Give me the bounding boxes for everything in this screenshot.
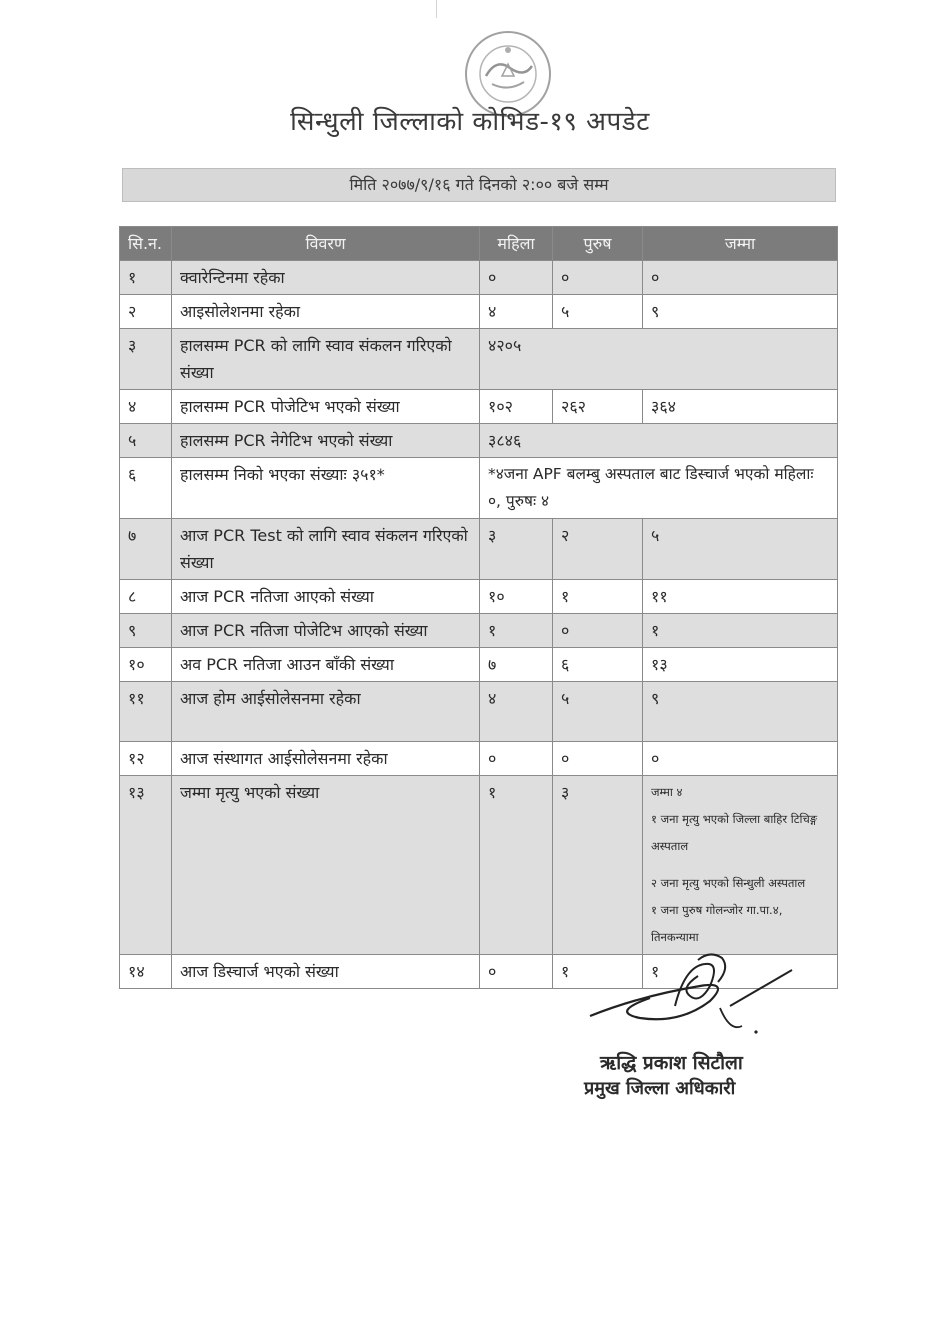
- row-male: ५: [553, 295, 643, 329]
- table-row: [120, 424, 838, 458]
- row-female: ०: [480, 261, 553, 295]
- row-total: ३६४: [643, 390, 838, 424]
- row-male: १: [553, 580, 643, 614]
- row-description: आइसोलेशनमा रहेका: [172, 295, 480, 329]
- row-sn: १२: [120, 742, 172, 776]
- row-male: ०: [553, 614, 643, 648]
- table-row: [120, 776, 838, 955]
- row-female: ४: [480, 295, 553, 329]
- row-sn: १: [120, 261, 172, 295]
- date-line: मिति २०७७/९/१६ गते दिनको २:०० बजे सम्म: [122, 168, 836, 202]
- row-female: ७: [480, 648, 553, 682]
- table-row: [120, 580, 838, 614]
- header-female: महिला: [480, 227, 553, 261]
- row-sn: ७: [120, 519, 172, 580]
- row-male: ०: [553, 742, 643, 776]
- row-sn: १४: [120, 955, 172, 989]
- row-female: ४: [480, 682, 553, 742]
- row-sn: ११: [120, 682, 172, 742]
- row-sn: २: [120, 295, 172, 329]
- row-female: ०: [480, 742, 553, 776]
- row-male: ३: [553, 776, 643, 955]
- row-male: ०: [553, 261, 643, 295]
- row-description: आज संस्थागत आईसोलेसनमा रहेका: [172, 742, 480, 776]
- row-sn: ८: [120, 580, 172, 614]
- row-total: ०: [643, 261, 838, 295]
- row-sn: ५: [120, 424, 172, 458]
- scan-margin-line: [436, 0, 437, 18]
- table-row: [120, 614, 838, 648]
- row-male: ५: [553, 682, 643, 742]
- death-total-line: जम्मा ४: [651, 785, 683, 799]
- row-sn: १३: [120, 776, 172, 955]
- header-sn: सि.न.: [120, 227, 172, 261]
- table-row: [120, 458, 838, 519]
- table-row: [120, 329, 838, 390]
- signatory-title: प्रमुख जिल्ला अधिकारी: [584, 1078, 736, 1099]
- row-description: आज होम आईसोलेसनमा रहेका: [172, 682, 480, 742]
- row-total: ०: [643, 742, 838, 776]
- row-sn: ३: [120, 329, 172, 390]
- row-male: २६२: [553, 390, 643, 424]
- row-description: हालसम्म PCR नेगेटिभ भएको संख्या: [172, 424, 480, 458]
- row-total: ९: [643, 682, 838, 742]
- row-merged-value: ३८४६: [480, 424, 838, 458]
- row-total: १३: [643, 648, 838, 682]
- handwritten-signature-icon: [580, 946, 810, 1036]
- table-row: [120, 682, 838, 742]
- row-sn: ६: [120, 458, 172, 519]
- header-description: विवरण: [172, 227, 480, 261]
- row-description: जम्मा मृत्यु भएको संख्या: [172, 776, 480, 955]
- row-sn: ४: [120, 390, 172, 424]
- table-row: [120, 742, 838, 776]
- row-male: २: [553, 519, 643, 580]
- row-total: १: [643, 614, 838, 648]
- row-total: ९: [643, 295, 838, 329]
- row-male: १: [553, 955, 643, 989]
- row-female: ३: [480, 519, 553, 580]
- row-description: आज डिस्चार्ज भएको संख्या: [172, 955, 480, 989]
- table-header-row: [120, 227, 838, 261]
- row-total: १: [643, 955, 838, 989]
- row-description: आज PCR नतिजा पोजेटिभ आएको संख्या: [172, 614, 480, 648]
- row-female: १: [480, 776, 553, 955]
- row-description: हालसम्म निको भएका संख्याः ३५१*: [172, 458, 480, 519]
- death-outside-district-line: १ जना मृत्यु भएको जिल्ला बाहिर टिचिङ्ग अस्पताल: [651, 812, 818, 853]
- row-total: ११: [643, 580, 838, 614]
- row-description: आज PCR नतिजा आएको संख्या: [172, 580, 480, 614]
- header-total: जम्मा: [643, 227, 838, 261]
- row-death-details: [643, 776, 838, 955]
- death-golanjor-line: १ जना पुरुष गोलन्जोर गा.पा.४, तिनकन्यामा: [651, 903, 783, 944]
- row-male: ६: [553, 648, 643, 682]
- row-sn: ९: [120, 614, 172, 648]
- header-male: पुरुष: [553, 227, 643, 261]
- row-description: अव PCR नतिजा आउन बाँकी संख्या: [172, 648, 480, 682]
- death-sindhuli-hospital-line: २ जना मृत्यु भएको सिन्धुली अस्पताल: [651, 876, 806, 890]
- signatory-name: ऋद्धि प्रकाश सिटौला: [600, 1052, 743, 1074]
- row-description: आज PCR Test को लागि स्वाव संकलन गरिएको संख्या: [172, 519, 480, 580]
- row-total: ५: [643, 519, 838, 580]
- document-title: सिन्धुली जिल्लाको कोभिड-१९ अपडेट: [290, 107, 650, 137]
- table-row: [120, 648, 838, 682]
- row-female: १०२: [480, 390, 553, 424]
- row-female: १: [480, 614, 553, 648]
- row-sn: १०: [120, 648, 172, 682]
- row-description: हालसम्म PCR को लागि स्वाव संकलन गरिएको संख्या: [172, 329, 480, 390]
- row-note: *४जना APF बलम्बु अस्पताल बाट डिस्चार्ज भएको महिलाः ०, पुरुषः ४: [480, 458, 838, 519]
- row-female: १०: [480, 580, 553, 614]
- table-row: [120, 295, 838, 329]
- table-row: [120, 390, 838, 424]
- table-row: [120, 261, 838, 295]
- covid-update-table: [119, 226, 838, 989]
- row-female: ०: [480, 955, 553, 989]
- row-description: क्वारेन्टिनमा रहेका: [172, 261, 480, 295]
- row-description: हालसम्म PCR पोजेटिभ भएको संख्या: [172, 390, 480, 424]
- row-merged-value: ४२०५: [480, 329, 838, 390]
- table-row: [120, 519, 838, 580]
